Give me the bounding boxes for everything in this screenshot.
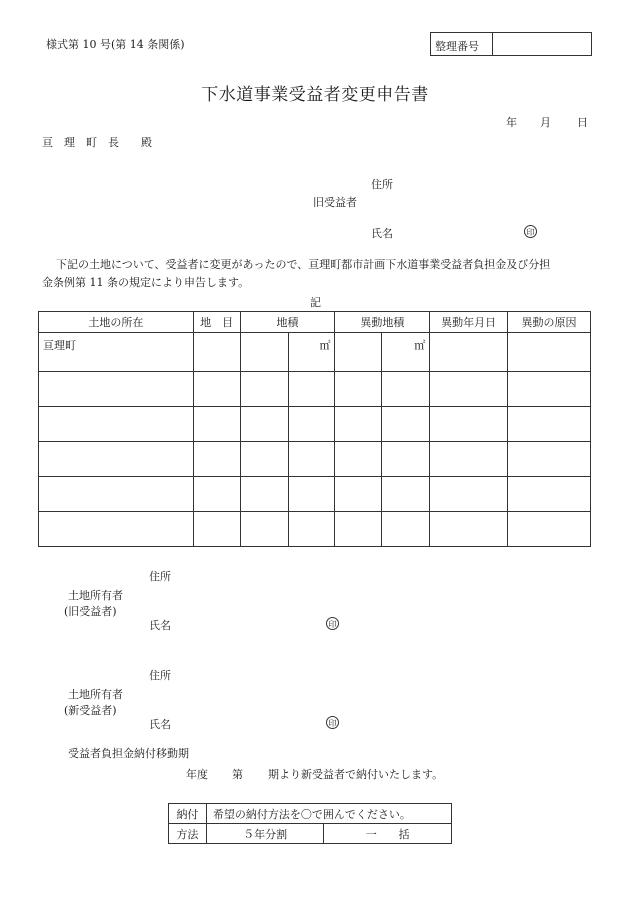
changed-area-cell[interactable] [335,442,382,477]
changed-area-unit-cell[interactable] [382,512,430,547]
reference-divider [492,33,493,55]
table-row [39,372,591,407]
transfer-title: 受益者負担金納付移動期 [68,747,189,760]
area-unit-cell[interactable] [288,442,335,477]
declaration-text-line2: 金条例第 11 条の規定により申告します。 [42,276,250,289]
transfer-fiscal-year: 年度 [186,768,208,781]
change-reason-cell[interactable] [508,512,591,547]
changed-area-cell[interactable] [335,407,382,442]
area-cell[interactable] [240,372,288,407]
header-change-reason: 異動の原因 [508,312,591,333]
change-date-cell[interactable] [430,477,508,512]
payment-label-bottom: 方法 [169,824,207,844]
changed-area-cell[interactable] [335,333,382,372]
header-change-date: 異動年月日 [430,312,508,333]
area-unit-cell[interactable] [288,512,335,547]
owner-new-address-label: 住所 [149,669,171,682]
area-cell[interactable] [240,333,288,372]
location-cell[interactable] [39,477,194,512]
owner-new-name-label: 氏名 [149,718,171,731]
payment-label-top: 納付 [169,804,207,824]
changed-area-unit-cell[interactable] [382,477,430,512]
area-cell[interactable] [240,512,288,547]
change-reason-cell[interactable] [508,407,591,442]
owner-old-label2: (旧受益者) [64,605,117,618]
table-row [39,477,591,512]
area-cell[interactable] [240,407,288,442]
declaration-text-line1: 下記の土地について、受益者に変更があったので、亘理町都市計画下水道事業受益者負担金及び分担 [56,258,551,271]
land-table [38,311,591,547]
header-area: 地積 [240,312,335,333]
table-row [39,407,591,442]
changed-area-unit-cell[interactable] [382,407,430,442]
location-prefix: 亘理町 [43,339,76,352]
table-row [39,442,591,477]
header-land-category: 地 目 [193,312,240,333]
payment-option-installments[interactable]: ５年分割 [206,824,324,844]
changed-area-cell[interactable] [335,512,382,547]
location-cell[interactable] [39,372,194,407]
location-cell[interactable] [39,512,194,547]
change-reason-cell[interactable] [508,477,591,512]
page-title: 下水道事業受益者変更申告書 [201,85,429,105]
old-beneficiary-group-label: 旧受益者 [313,196,357,209]
location-cell[interactable] [39,442,194,477]
area-unit-cell[interactable] [288,477,335,512]
land-category-cell[interactable] [193,372,240,407]
change-date-cell[interactable] [430,333,508,372]
change-date-cell[interactable] [430,442,508,477]
changed-area-cell[interactable] [335,372,382,407]
table-header-row [39,312,591,333]
transfer-period: 第 [232,768,243,781]
change-date-cell[interactable] [430,512,508,547]
table-row [39,512,591,547]
change-date-cell[interactable] [430,372,508,407]
reference-number-label: 整理番号 [435,40,479,53]
owner-old-label1: 土地所有者 [68,589,123,602]
ki-label: 記 [310,296,321,309]
payment-method-table [168,803,452,844]
reference-number-value[interactable] [497,38,587,52]
transfer-rest: 期より新受益者で納付いたします。 [268,768,444,781]
form-id: 様式第 10 号(第 14 条関係) [46,38,185,51]
payment-option-lump-sum[interactable]: 一 括 [324,824,452,844]
land-category-cell[interactable] [193,407,240,442]
area-unit: ㎡ [288,333,335,372]
reference-number-box [430,32,592,56]
header-changed-area: 異動地積 [335,312,430,333]
owner-old-name-label: 氏名 [149,619,171,632]
land-category-cell[interactable] [193,477,240,512]
old-beneficiary-name-label: 氏名 [371,227,393,240]
location-cell[interactable] [39,407,194,442]
table-row [39,333,591,372]
change-date-cell[interactable] [430,407,508,442]
owner-old-address-label: 住所 [149,570,171,583]
changed-area-unit-cell[interactable] [382,372,430,407]
change-reason-cell[interactable] [508,372,591,407]
changed-area-cell[interactable] [335,477,382,512]
changed-area-unit: ㎡ [382,333,430,372]
owner-old-seal-icon: 印 [326,617,339,630]
change-reason-cell[interactable] [508,442,591,477]
area-cell[interactable] [240,442,288,477]
payment-row-bottom [169,824,452,844]
addressee: 亘 理 町 長 殿 [42,136,152,149]
old-beneficiary-seal-icon: 印 [524,225,537,238]
owner-new-label1: 土地所有者 [68,688,123,701]
changed-area-unit-cell[interactable] [382,442,430,477]
area-unit-cell[interactable] [288,372,335,407]
area-cell[interactable] [240,477,288,512]
area-unit-cell[interactable] [288,407,335,442]
date-day: 日 [577,116,588,129]
payment-instruction: 希望の納付方法を〇で囲んでください。 [206,804,451,824]
header-location: 土地の所在 [39,312,194,333]
date-year: 年 [506,116,517,129]
old-beneficiary-address-label: 住所 [371,178,393,191]
payment-row-top [169,804,452,824]
owner-new-label2: (新受益者) [64,704,117,717]
land-category-cell[interactable] [193,333,240,372]
date-month: 月 [540,116,551,129]
land-category-cell[interactable] [193,442,240,477]
location-cell[interactable] [39,333,194,372]
owner-new-seal-icon: 印 [326,716,339,729]
change-reason-cell[interactable] [508,333,591,372]
land-category-cell[interactable] [193,512,240,547]
